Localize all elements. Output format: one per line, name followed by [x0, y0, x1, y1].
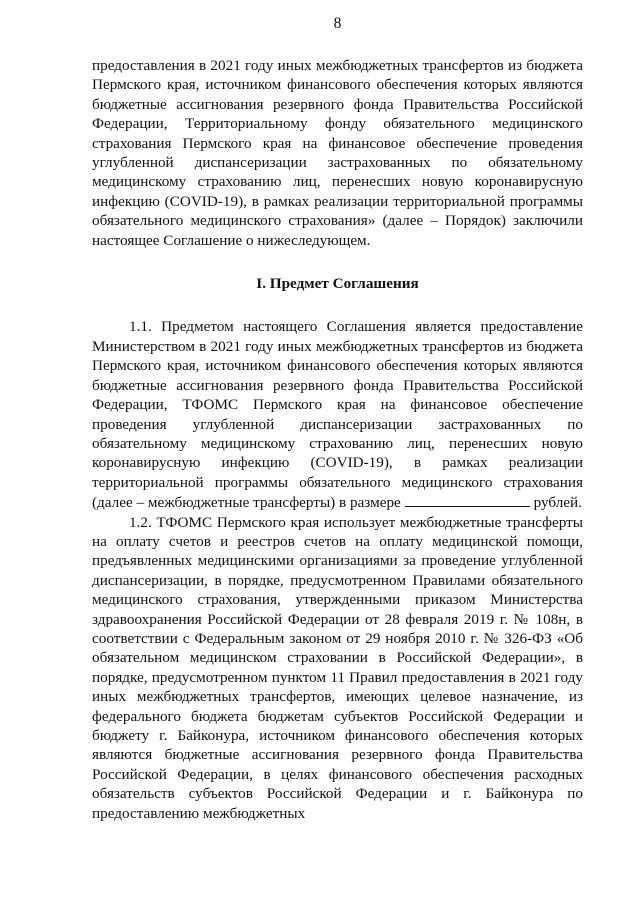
- section-heading: I. Предмет Соглашения: [256, 275, 419, 293]
- page-number: 8: [333, 15, 342, 32]
- clause-1-1-text: 1.1. Предметом настоящего Соглашения является предоставление Министерством в 2021 году иных межбюджетных трансфертов из бюджета Пермского края, источником финансового обеспечения которых являются бюджетные ассигнования резервного фонда Правительства Российской Федерации, ТФОМС Пермского края на финансовое обеспечение проведения углубленной диспансеризации застрахованных по обязательному медицинскому страхованию лиц, перенесших новую коронавирусную инфекцию (COVID-19), в рамках реализации территориальной программы обязательного медицинского страхования (далее – межбюджетные трансферты) в размере: [92, 318, 583, 512]
- clause-1-1: [92, 317, 583, 512]
- intro-paragraph: предоставления в 2021 году иных межбюджетных трансфертов из бюджета Пермского края, источником финансового обеспечения которых являются бюджетные ассигнования резервного фонда Правительства Российской Федерации, Территориальному фонду обязательного медицинского страхования Пермского края на финансовое обеспечение проведения углубленной диспансеризации застрахованных по обязательному медицинскому страхованию лиц, перенесших новую коронавирусную инфекцию (COVID-19), в рамках реализации территориальной программы обязательного медицинского страхования» (далее – Порядок) заключили настоящее Соглашение о нижеследующем.: [92, 57, 583, 249]
- clause-1-2: 1.2. ТФОМС Пермского края использует межбюджетные трансферты на оплату счетов и реестров счетов на оплату медицинской помощи, предъявленных медицинскими организациями за проведение углубленной диспансеризации, в порядке, предусмотренном Правилами обязательного медицинского страхования, утвержденными приказом Министерства здравоохранения Российской Федерации от 28 февраля 2019 г. № 108н, в соответствии с Федеральным законом от 29 ноября 2010 г. № 326-ФЗ «Об обязательном медицинском страховании в Российской Федерации», в порядке, предусмотренном пунктом 11 Правил предоставления в 2021 году иных межбюджетных трансфертов, имеющих целевое назначение, из федерального бюджета бюджетам субъектов Российской Федерации и бюджету г. Байконура, источником финансового обеспечения которых являются бюджетные ассигнования резервного фонда Правительства Российской Федерации, в целях финансового обеспечения расходных обязательств субъектов Российской Федерации и г. Байконура по предоставлению межбюджетных: [92, 513, 583, 822]
- amount-suffix: рублей.: [533, 494, 582, 512]
- document-page: [92, 14, 583, 823]
- amount-blank-line: [405, 492, 530, 507]
